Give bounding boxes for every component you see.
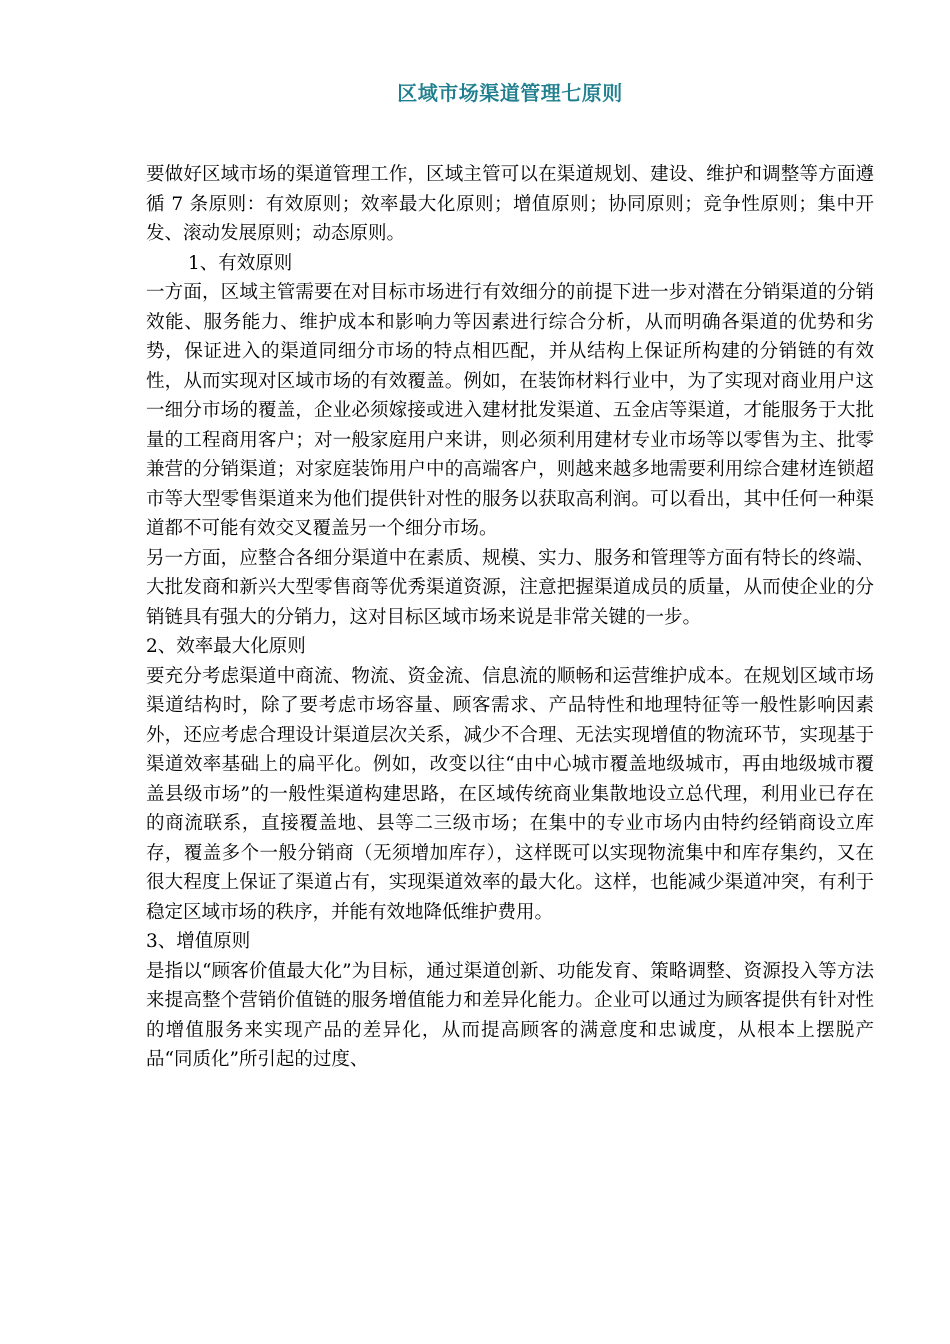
section-heading-effective: 1、有效原则 bbox=[188, 252, 293, 274]
intro-paragraph: 要做好区域市场的渠道管理工作，区域主管可以在渠道规划、建设、维护和调整等方面遵循 7 条原则：有效原则；效率最大化原则；增值原则；协同原则；竞争性原则；集中开发、滚动发展原则；动态原则。 bbox=[146, 164, 874, 244]
body-paragraph: 是指以“顾客价值最大化”为目标，通过渠道创新、功能发育、策略调整、资源投入等方法来提高整个营销价值链的服务增值能力和差异化能力。企业可以通过为顾客提供有针对性的增值服务来实现产品的差异化，从而提高顾客的满意度和忠诚度，从根本上摆脱产品“同质化”所引起的过度、 bbox=[146, 960, 874, 1070]
section-heading-efficiency: 2、效率最大化原则 bbox=[146, 636, 306, 657]
body-paragraph: 要充分考虑渠道中商流、物流、资金流、信息流的顺畅和运营维护成本。在规划区域市场渠道结构时，除了要考虑市场容量、顾客需求、产品特性和地理特征等一般性影响因素外，还应考虑合理设计渠道层次关系，减少不合理、无法实现增值的物流环节，实现基于渠道效率基础上的扁平化。例如，改变以往“由中心城市覆盖地级城市，再由地级城市覆盖县级市场”的一般性渠道构建思路，在区域传统商业集散地设立总代理，利用业已存在的商流联系，直接覆盖地、县等二三级市场；在集中的专业市场内由特约经销商设立库存，覆盖多个一般分销商（无须增加库存），这样既可以实现物流集中和库存集约，又在很大程度上保证了渠道占有，实现渠道效率的最大化。这样，也能减少渠道冲突，有利于稳定区域市场的秩序，并能有效地降低维护费用。 bbox=[146, 665, 874, 923]
document-title: 区域市场渠道管理七原则 bbox=[397, 81, 623, 105]
section-heading-value-added: 3、增值原则 bbox=[146, 931, 251, 952]
body-paragraph: 一方面，区域主管需要在对目标市场进行有效细分的前提下进一步对潜在分销渠道的分销效能、服务能力、维护成本和影响力等因素进行综合分析，从而明确各渠道的优势和劣势，保证进入的渠道同细分市场的特点相匹配，并从结构上保证所构建的分销链的有效性，从而实现对区域市场的有效覆盖。例如，在装饰材料行业中，为了实现对商业用户这一细分市场的覆盖，企业必须嫁接或进入建材批发渠道、五金店等渠道，才能服务于大批量的工程商用客户；对一般家庭用户来讲，则必须利用建材专业市场等以零售为主、批零兼营的分销渠道；对家庭装饰用户中的高端客户，则越来越多地需要利用综合建材连锁超市等大型零售渠道来为他们提供针对性的服务以获取高利润。可以看出，其中任何一种渠道都不可能有效交叉覆盖另一个细分市场。 bbox=[146, 282, 874, 539]
body-paragraph: 另一方面，应整合各细分渠道中在素质、规模、实力、服务和管理等方面有特长的终端、大批发商和新兴大型零售商等优秀渠道资源，注意把握渠道成员的质量，从而使企业的分销链具有强大的分销力，这对目标区域市场来说是非常关键的一步。 bbox=[146, 547, 874, 628]
document-body bbox=[146, 160, 874, 1075]
